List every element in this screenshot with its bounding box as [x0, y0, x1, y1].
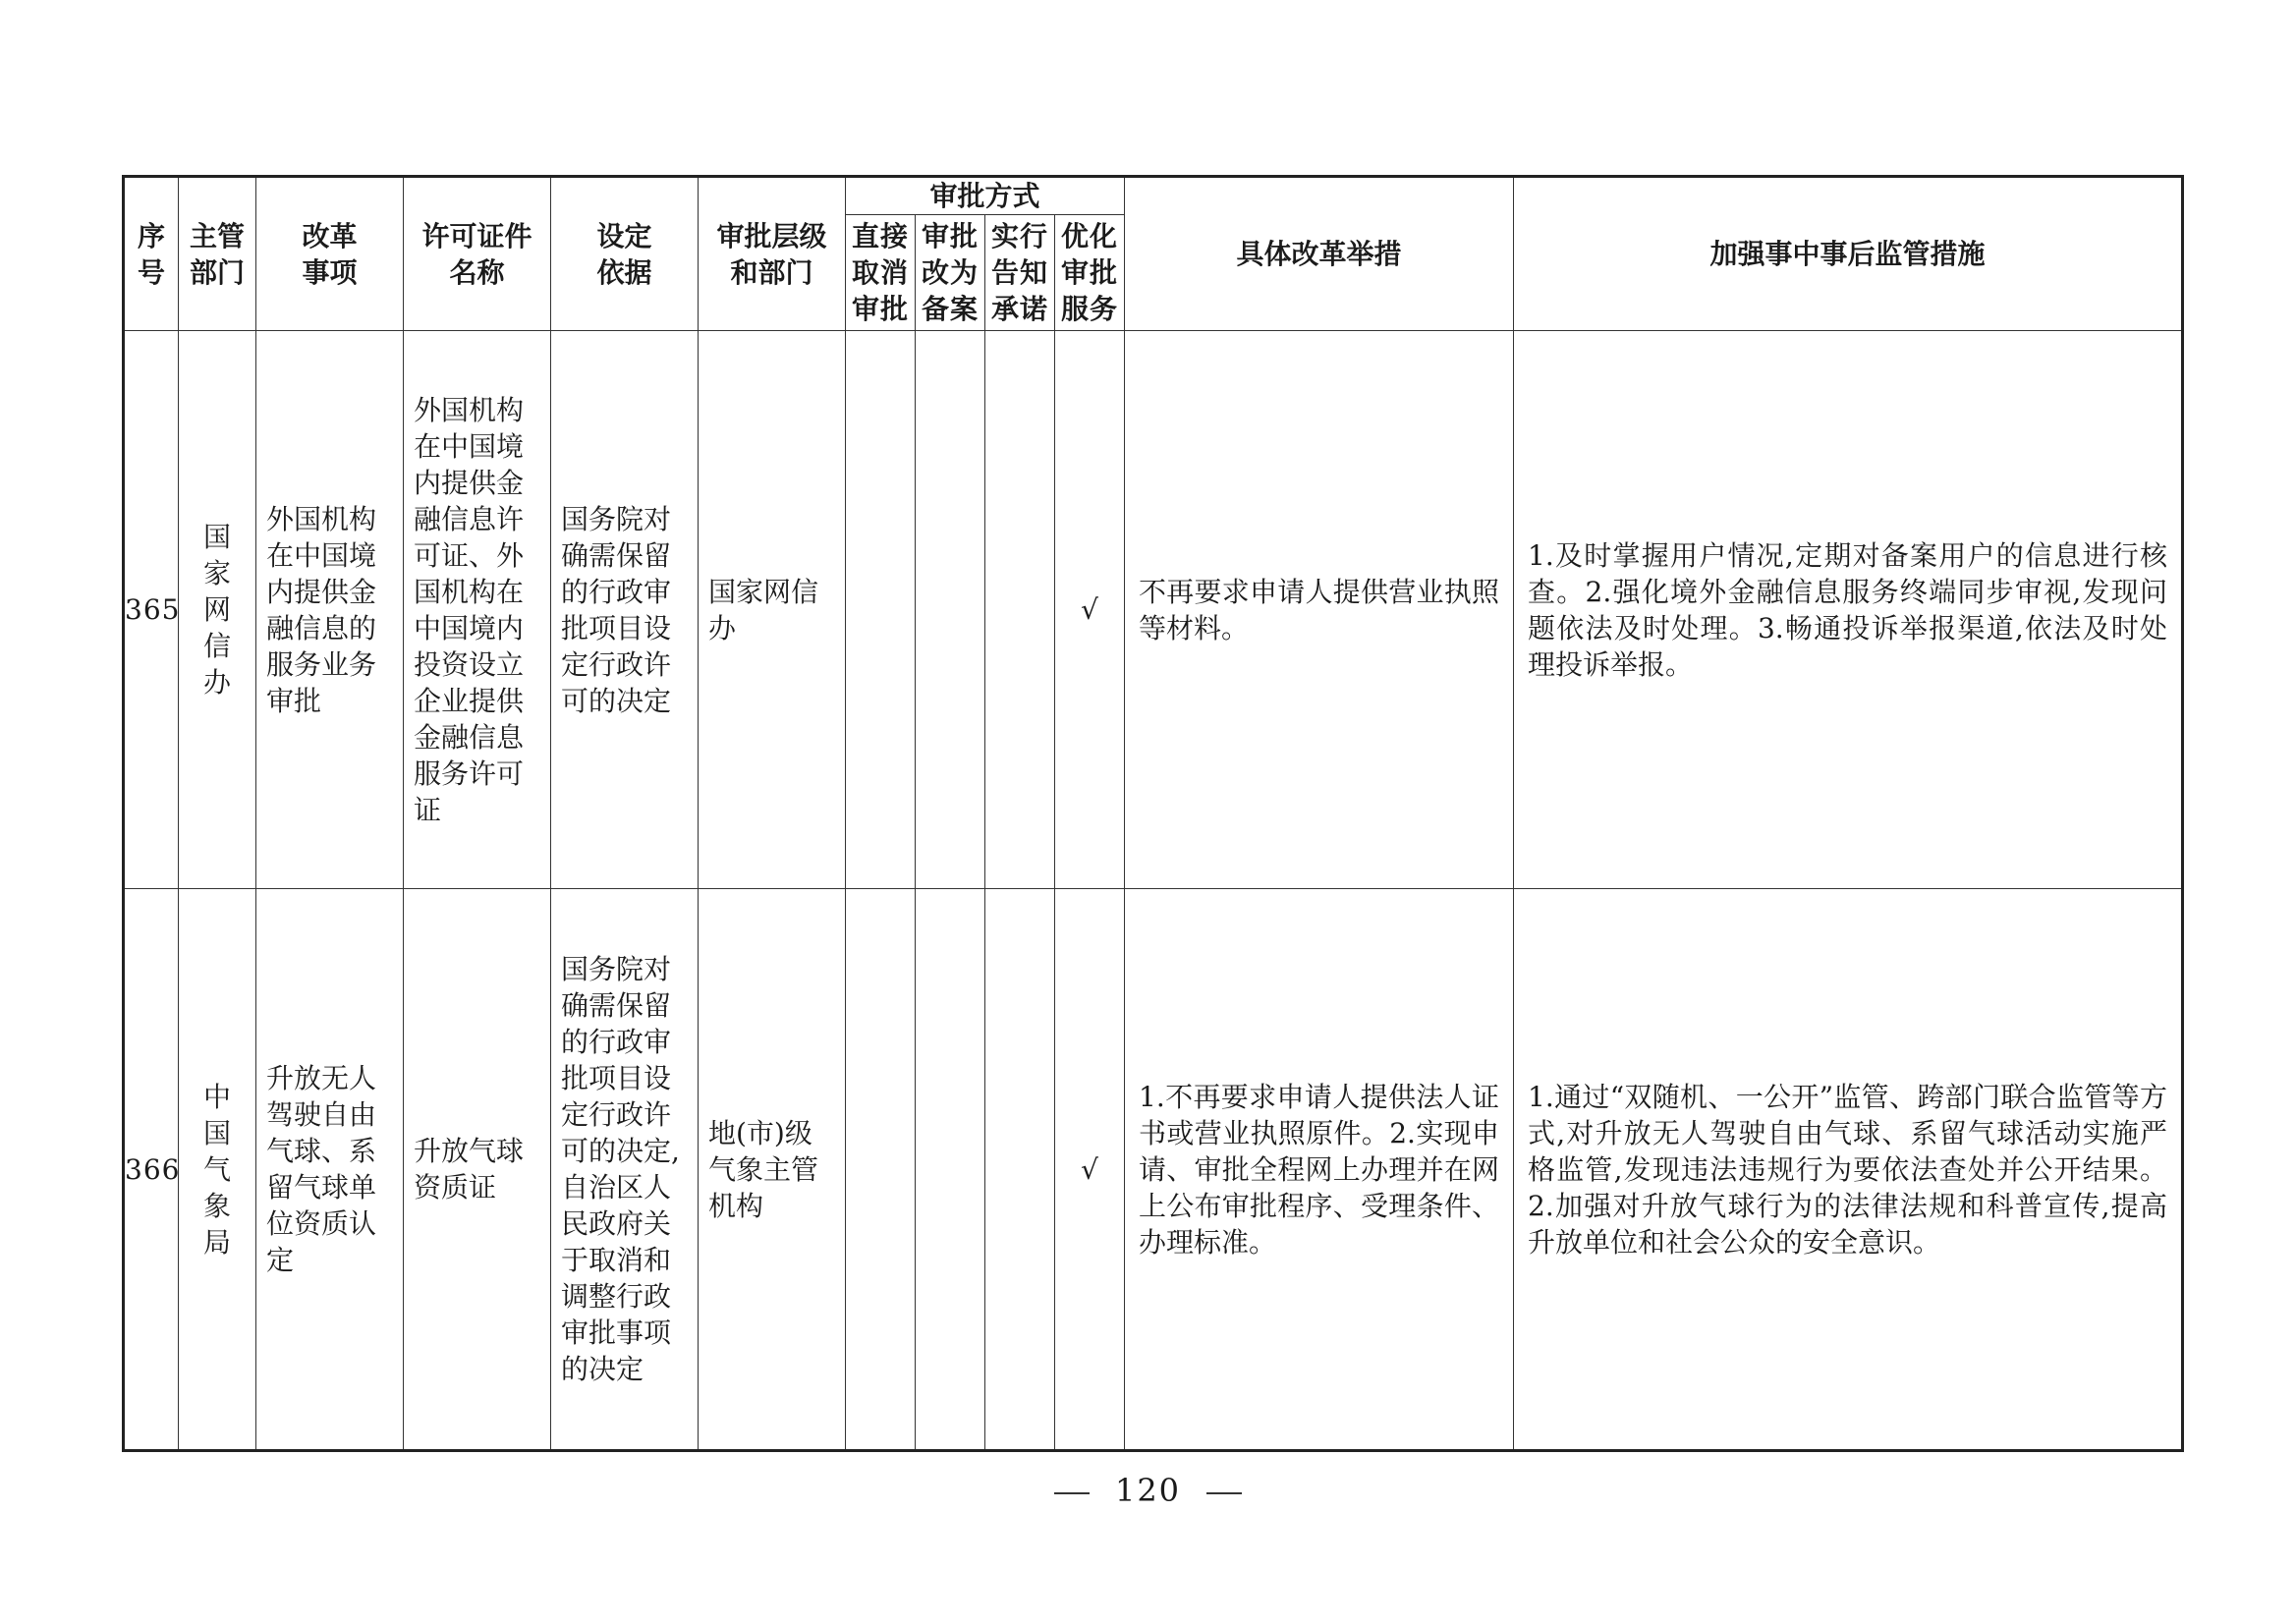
optimize-service-checkmark: √ — [1055, 331, 1125, 889]
header-no: 序号 — [124, 177, 179, 331]
header-record: 审批改为备案 — [916, 215, 985, 331]
record-filing-cell — [916, 331, 985, 889]
header-item: 改革事项 — [256, 177, 404, 331]
page-footer — [0, 1472, 2296, 1509]
reform-measures-cell: 1.不再要求申请人提供法人证书或营业执照原件。2.实现申请、审批全程网上办理并在网上公布审批程序、受理条件、办理标准。 — [1125, 889, 1514, 1451]
license-name-cell: 外国机构在中国境内提供金融信息许可证、外国机构在中国境内投资设立企业提供金融信息服务许可证 — [404, 331, 551, 889]
supervision-measures-cell: 1.通过“双随机、一公开”监管、跨部门联合监管等方式,对升放无人驾驶自由气球、系留气球活动实施严格监管,发现违法违规行为要依法查处并公开结果。2.加强对升放气球行为的法律法规和科普宣传,提高升放单位和社会公众的安全意识。 — [1514, 889, 2183, 1451]
legal-basis-cell: 国务院对确需保留的行政审批项目设定行政许可的决定 — [551, 331, 699, 889]
license-name-cell: 升放气球资质证 — [404, 889, 551, 1451]
header-cancel: 直接取消审批 — [846, 215, 916, 331]
row-number: 366 — [124, 889, 179, 1451]
reform-item-cell: 升放无人驾驶自由气球、系留气球单位资质认定 — [256, 889, 404, 1451]
table-row — [124, 889, 2183, 1451]
reform-measures-cell: 不再要求申请人提供营业执照等材料。 — [1125, 331, 1514, 889]
header-row-top — [124, 177, 2183, 215]
cancel-approval-cell — [846, 889, 916, 1451]
header-approval-group: 审批方式 — [846, 177, 1125, 215]
notify-commit-cell — [985, 331, 1055, 889]
header-license: 许可证件名称 — [404, 177, 551, 331]
cancel-approval-cell — [846, 331, 916, 889]
approval-level-cell: 地(市)级气象主管机构 — [699, 889, 846, 1451]
reform-table — [122, 175, 2184, 1452]
header-supervision: 加强事中事后监管措施 — [1514, 177, 2183, 331]
header-dept: 主管部门 — [179, 177, 256, 331]
footer-dash-right — [1206, 1492, 1242, 1494]
table-row — [124, 331, 2183, 889]
approval-level-cell: 国家网信办 — [699, 331, 846, 889]
page-number: 120 — [1114, 1472, 1182, 1509]
legal-basis-cell: 国务院对确需保留的行政审批项目设定行政许可的决定,自治区人民政府关于取消和调整行政审批事项的决定 — [551, 889, 699, 1451]
header-level: 审批层级和部门 — [699, 177, 846, 331]
department-cell: 中国气象局 — [179, 889, 256, 1451]
notify-commit-cell — [985, 889, 1055, 1451]
optimize-service-checkmark: √ — [1055, 889, 1125, 1451]
header-optimize: 优化审批服务 — [1055, 215, 1125, 331]
department-cell: 国家网信办 — [179, 331, 256, 889]
footer-dash-left — [1054, 1492, 1090, 1494]
record-filing-cell — [916, 889, 985, 1451]
header-notify: 实行告知承诺 — [985, 215, 1055, 331]
header-basis: 设定依据 — [551, 177, 699, 331]
row-number: 365 — [124, 331, 179, 889]
reform-item-cell: 外国机构在中国境内提供金融信息的服务业务审批 — [256, 331, 404, 889]
supervision-measures-cell: 1.及时掌握用户情况,定期对备案用户的信息进行核查。2.强化境外金融信息服务终端同步审视,发现问题依法及时处理。3.畅通投诉举报渠道,依法及时处理投诉举报。 — [1514, 331, 2183, 889]
header-measures: 具体改革举措 — [1125, 177, 1514, 331]
